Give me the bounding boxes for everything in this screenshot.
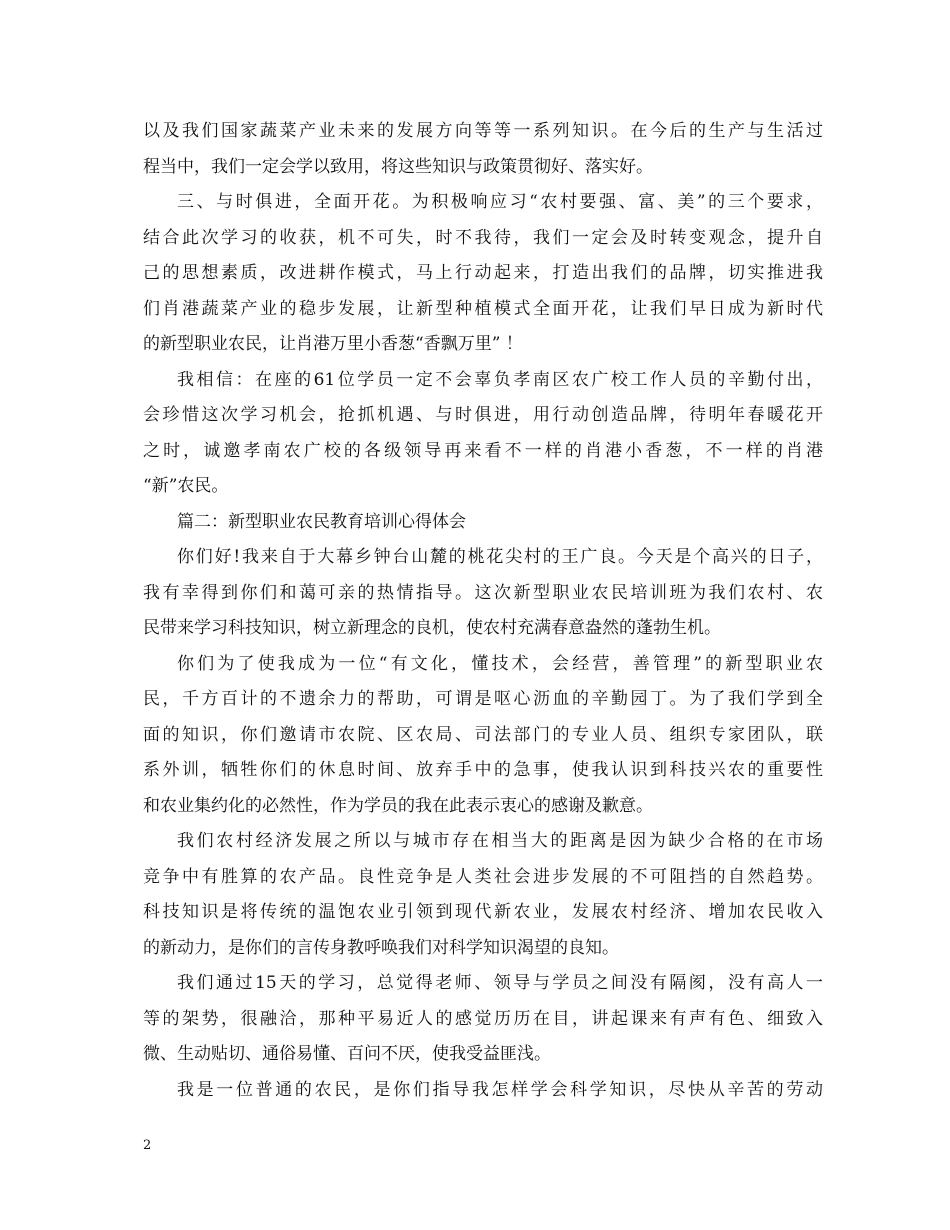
text-line: 你们为了使我成为一位“有文化，懂技术，会经营，善管理”的新型职业农 (177, 653, 823, 674)
text-line: “新”农民。 (143, 476, 229, 496)
body-text (143, 114, 823, 1108)
text-line: 科技知识是将传统的温饱农业引领到现代新农业，发展农村经济、增加农民收入 (143, 902, 823, 922)
text-line: 三、与时俱进，全面开花。为积极响应习“农村要强、富、美”的三个要求， (177, 192, 823, 212)
text-line: 我们通过15天的学习，总觉得老师、领导与学员之间没有隔阂，没有高人一 (177, 973, 823, 993)
text-line: 微、生动贴切、通俗易懂、百问不厌，使我受益匪浅。 (143, 1044, 551, 1064)
text-line: 系外训，牺牲你们的休息时间、放弃手中的急事，使我认识到科技兴农的重要性 (143, 760, 823, 780)
section-heading: 篇二：新型职业农民教育培训心得体会 (177, 511, 466, 532)
page-number: 2 (143, 1138, 152, 1153)
text-line: 以及我们国家蔬菜产业未来的发展方向等等一系列知识。在今后的生产与生活过 (143, 121, 823, 141)
text-line: 民带来学习科技知识，树立新理念的良机，使农村充满春意盎然的蓬勃生机。 (143, 618, 721, 638)
text-line: 我有幸得到你们和蔼可亲的热情指导。这次新型职业农民培训班为我们农村、农 (143, 582, 823, 603)
text-line: 我是一位普通的农民，是你们指导我怎样学会科学知识，尽快从辛苦的劳动 (177, 1079, 823, 1100)
text-line: 竞争中有胜算的农产品。良性竞争是人类社会进步发展的不可阻挡的自然趋势。 (143, 866, 823, 887)
text-line: 的新动力，是你们的言传身教呼唤我们对科学知识渴望的良知。 (143, 937, 619, 958)
text-line: 面的知识，你们邀请市农院、区农局、司法部门的专业人员、组织专家团队，联 (143, 724, 823, 745)
text-line: 的新型职业农民，让肖港万里小香葱“香飘万里” ！ (143, 334, 523, 354)
text-line: 和农业集约化的必然性，作为学员的我在此表示衷心的感谢及歉意。 (143, 795, 653, 816)
text-line: 们肖港蔬菜产业的稳步发展，让新型种植模式全面开花，让我们早日成为新时代 (143, 298, 823, 319)
text-line: 程当中，我们一定会学以致用，将这些知识与政策贯彻好、落实好。 (143, 156, 653, 177)
text-line: 我们农村经济发展之所以与城市存在相当大的距离是因为缺少合格的在市场 (177, 831, 823, 851)
text-line: 我相信：在座的61位学员一定不会辜负孝南区农广校工作人员的辛勤付出， (177, 369, 823, 390)
text-line: 民，千方百计的不遗余力的帮助，可谓是呕心沥血的辛勤园丁。为了我们学到全 (143, 689, 823, 709)
text-line: 会珍惜这次学习机会，抢抓机遇、与时俱进，用行动创造品牌，待明年春暖花开 (143, 405, 823, 425)
text-line: 等的架势，很融洽，那种平易近人的感觉历历在目，讲起课来有声有色、细致入 (143, 1008, 823, 1029)
text-line: 己的思想素质，改进耕作模式，马上行动起来，打造出我们的品牌，切实推进我 (143, 263, 823, 283)
text-line: 之时，诚邀孝南农广校的各级领导再来看不一样的肖港小香葱，不一样的肖港 (143, 440, 823, 461)
text-line: 结合此次学习的收获，机不可失，时不我待，我们一定会及时转变观念，提升自 (143, 227, 823, 248)
text-line: 你们好!我来自于大幕乡钟台山麓的桃花尖村的王广良。今天是个高兴的日子， (177, 547, 823, 567)
